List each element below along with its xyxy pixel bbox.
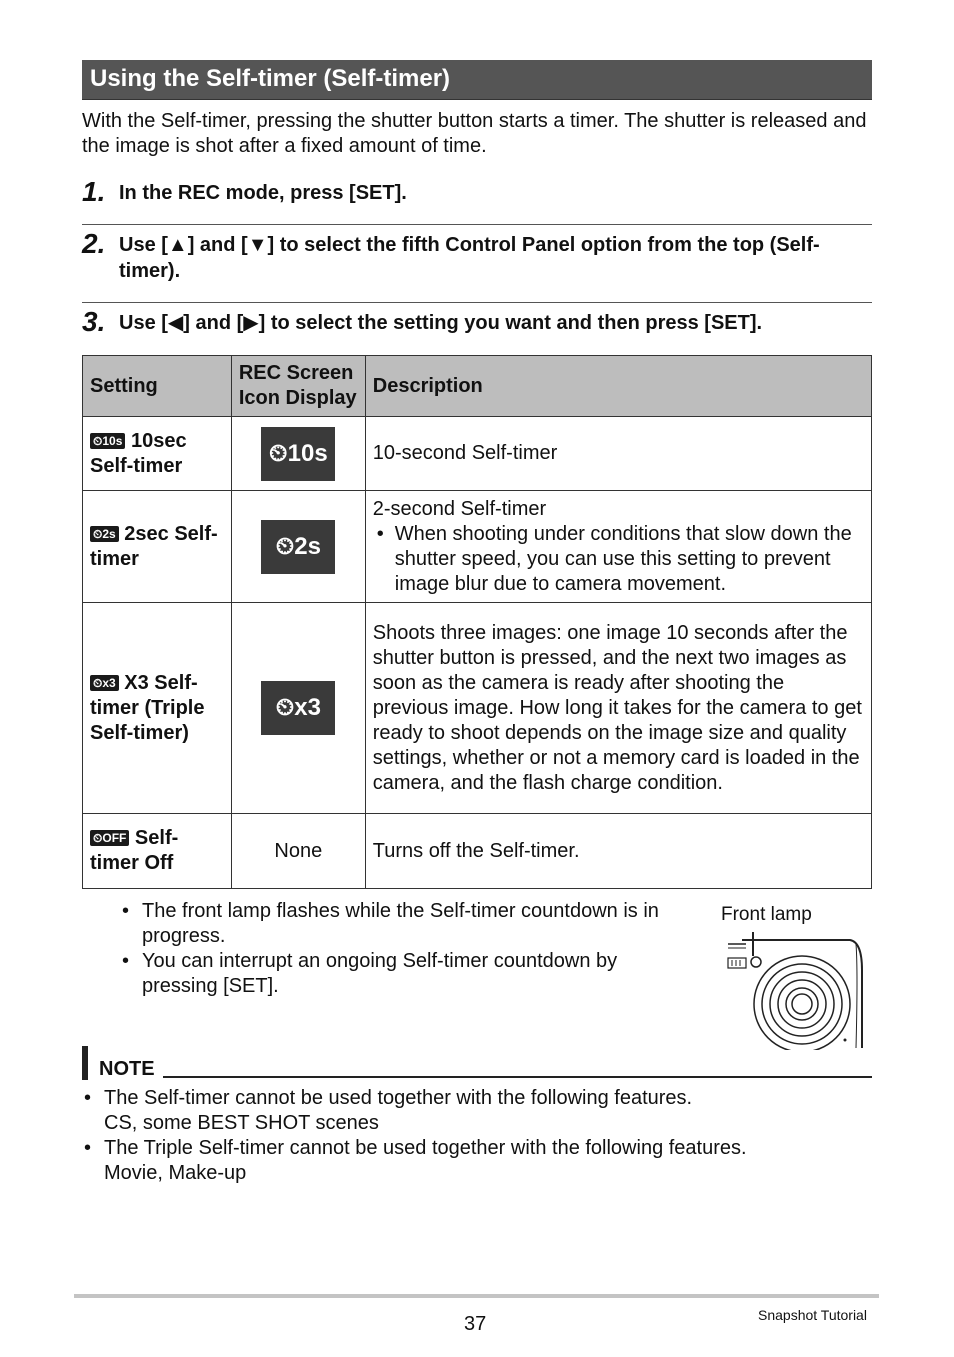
setting-cell [83,491,232,603]
setting-label: 10sec Self-timer [90,429,187,477]
note-line-1: • The Self-timer cannot be used together with the following features. [104,1087,693,1109]
header-setting: Setting [83,356,232,417]
list-item: • You can interrupt an ongoing Self-timer countdown by pressing [SET]. [122,949,682,999]
description-cell: Shoots three images: one image 10 seconds after the shutter button is pressed, and the next two images as soon as the camera is ready after shooting the previous image. How long it takes for the camera to get ready to shoot depends on the image size and quality settings, whether or not a memory card is loaded in the camera, and the flash charge condition. [365,603,871,814]
footer-section-title: Snapshot Tutorial [758,1307,867,1323]
note-line-2: Movie, Make-up [104,1162,247,1184]
after-table-bullets [122,899,682,999]
note-list [84,1086,874,1186]
table-row [83,417,872,491]
camera-front-illustration [722,930,868,1050]
rec-icon-cell [231,603,365,814]
description-bullets [373,522,864,597]
note-rule [163,1076,872,1078]
description-cell: 10-second Self-timer [365,417,871,491]
step-number: 3. [82,306,106,337]
list-item: • The front lamp flashes while the Self-timer countdown is in progress. [122,899,682,949]
setting-label: Self-timer Off [90,827,179,874]
self-timer-settings-table [82,355,872,889]
note-label: NOTE [99,1058,155,1080]
note-line-2: CS, some BEST SHOT scenes [104,1112,379,1134]
step-1 [82,176,105,208]
timer-10s-icon: ⏲10s [90,433,125,449]
setting-cell [83,603,232,814]
list-item [84,1086,874,1136]
divider [82,302,872,303]
step-3 [82,306,105,338]
description-bullet: • When shooting under conditions that slow down the shutter speed, you can use this setting to prevent image blur due to camera movement. [395,522,864,597]
table-header-row [83,356,872,417]
rec-timer-2s-icon: ⏲2s [261,520,335,574]
header-description: Description [365,356,871,417]
step-1-text: In the REC mode, press [SET]. [119,182,407,204]
description-cell: Turns off the Self-timer. [365,814,871,889]
table-row [83,603,872,814]
rec-icon-cell [231,491,365,603]
note-marker [82,1046,88,1080]
divider [82,224,872,225]
timer-off-icon: ⏲OFF [90,830,129,846]
step-3-text: Use [◀] and [▶] to select the setting you want and then press [SET]. [119,312,763,334]
section-title-bar [82,60,872,100]
step-2-text: Use [▲] and [▼] to select the fifth Control Panel option from the top (Self-timer). [119,234,820,282]
note-line-1: • The Triple Self-timer cannot be used together with the following features. [104,1137,747,1159]
page-number: 37 [464,1313,487,1335]
section-title: Using the Self-timer (Self-timer) [90,65,451,92]
rec-icon-cell [231,417,365,491]
step-2 [82,228,105,260]
footer-rule [74,1294,879,1298]
step-number: 1. [82,176,106,207]
timer-2s-icon: ⏲2s [90,526,119,542]
step-number: 2. [82,228,106,259]
description-cell [365,491,871,603]
table-row [83,491,872,603]
description-text: 2-second Self-timer [372,497,547,520]
setting-label: 2sec Self-timer [90,522,218,570]
header-icon: REC Screen Icon Display [231,356,365,417]
rec-timer-10s-icon: ⏲10s [261,427,335,481]
table-row [83,814,872,889]
intro-text: With the Self-timer, pressing the shutter button starts a timer. The shutter is released and the image is shot after a fixed amount of time. [82,110,867,157]
list-item [84,1136,874,1186]
front-lamp-label: Front lamp [721,904,812,925]
setting-cell [83,417,232,491]
setting-cell [83,814,232,889]
rec-icon-cell: None [231,814,365,889]
setting-label: X3 Self-timer (Triple Self-timer) [90,671,205,744]
rec-timer-x3-icon: ⏲x3 [261,681,335,735]
timer-x3-icon: ⏲x3 [90,675,119,691]
